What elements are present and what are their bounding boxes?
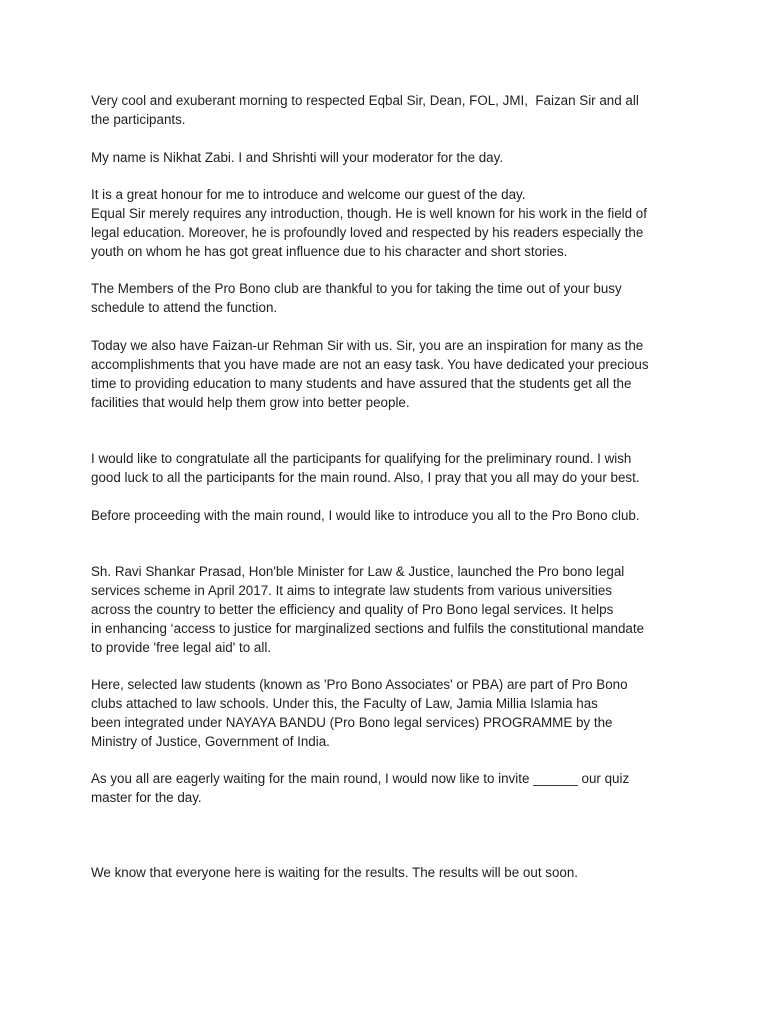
text-line: As you all are eagerly waiting for the main round, I would now like to invite ______ our quiz <box>91 771 630 786</box>
text-line: the participants. <box>91 112 186 127</box>
text-line: good luck to all the participants for the main round. Also, I pray that you all may do your best. <box>91 470 640 485</box>
paragraph-congratulations <box>91 449 640 487</box>
text-line: been integrated under NAYAYA BANDU (Pro Bono legal services) PROGRAMME by the <box>91 715 613 730</box>
text-line: across the country to better the efficiency and quality of Pro Bono legal services. It helps <box>91 602 614 617</box>
paragraph-club-intro <box>91 506 640 525</box>
paragraph-results <box>91 863 578 882</box>
text-line: facilities that would help them grow into better people. <box>91 395 410 410</box>
text-line: master for the day. <box>91 790 202 805</box>
text-line: We know that everyone here is waiting for the results. The results will be out soon. <box>91 865 579 880</box>
text-line: schedule to attend the function. <box>91 300 278 315</box>
text-line: My name is Nikhat Zabi. I and Shrishti will your moderator for the day. <box>91 150 504 165</box>
text-line: time to providing education to many students and have assured that the students get all the <box>91 376 632 391</box>
text-line: clubs attached to law schools. Under this, the Faculty of Law, Jamia Millia Islamia has <box>91 696 598 711</box>
text-line: Equal Sir merely requires any introduction, though. He is well known for his work in the field of <box>91 206 647 221</box>
text-line: Today we also have Faizan-ur Rehman Sir with us. Sir, you are an inspiration for many as the <box>91 338 644 353</box>
text-line: accomplishments that you have made are not an easy task. You have dedicated your precious <box>91 357 649 372</box>
paragraph-introduction <box>91 148 503 167</box>
text-line: in enhancing ‘access to justice for marginalized sections and fulfils the constitutional mandate <box>91 621 645 636</box>
text-line: Here, selected law students (known as 'Pro Bono Associates' or PBA) are part of Pro Bono <box>91 677 628 692</box>
text-line: It is a great honour for me to introduce and welcome our guest of the day. <box>91 187 526 202</box>
paragraph-pba-description <box>91 675 628 751</box>
text-line: Sh. Ravi Shankar Prasad, Hon'ble Minister for Law & Justice, launched the Pro bono legal <box>91 564 625 579</box>
paragraph-club-thanks <box>91 279 622 317</box>
text-line: to provide 'free legal aid' to all. <box>91 640 272 655</box>
paragraph-quiz-master <box>91 769 629 807</box>
paragraph-greeting <box>91 91 639 129</box>
paragraph-second-guest <box>91 336 649 412</box>
text-line: Ministry of Justice, Government of India. <box>91 734 330 749</box>
text-line: legal education. Moreover, he is profoundly loved and respected by his readers especially the <box>91 225 644 240</box>
paragraph-guest-welcome <box>91 185 647 261</box>
text-line: The Members of the Pro Bono club are thankful to you for taking the time out of your busy <box>91 281 622 296</box>
text-line: Before proceeding with the main round, I would like to introduce you all to the Pro Bono club. <box>91 508 640 523</box>
text-line: Very cool and exuberant morning to respected Eqbal Sir, Dean, FOL, JMI, Faizan Sir and all <box>91 93 639 108</box>
text-line: youth on whom he has got great influence due to his character and short stories. <box>91 244 568 259</box>
paragraph-scheme-description <box>91 562 644 657</box>
text-line: services scheme in April 2017. It aims to integrate law students from various universities <box>91 583 612 598</box>
text-line: I would like to congratulate all the participants for qualifying for the preliminary round. I wish <box>91 451 632 466</box>
